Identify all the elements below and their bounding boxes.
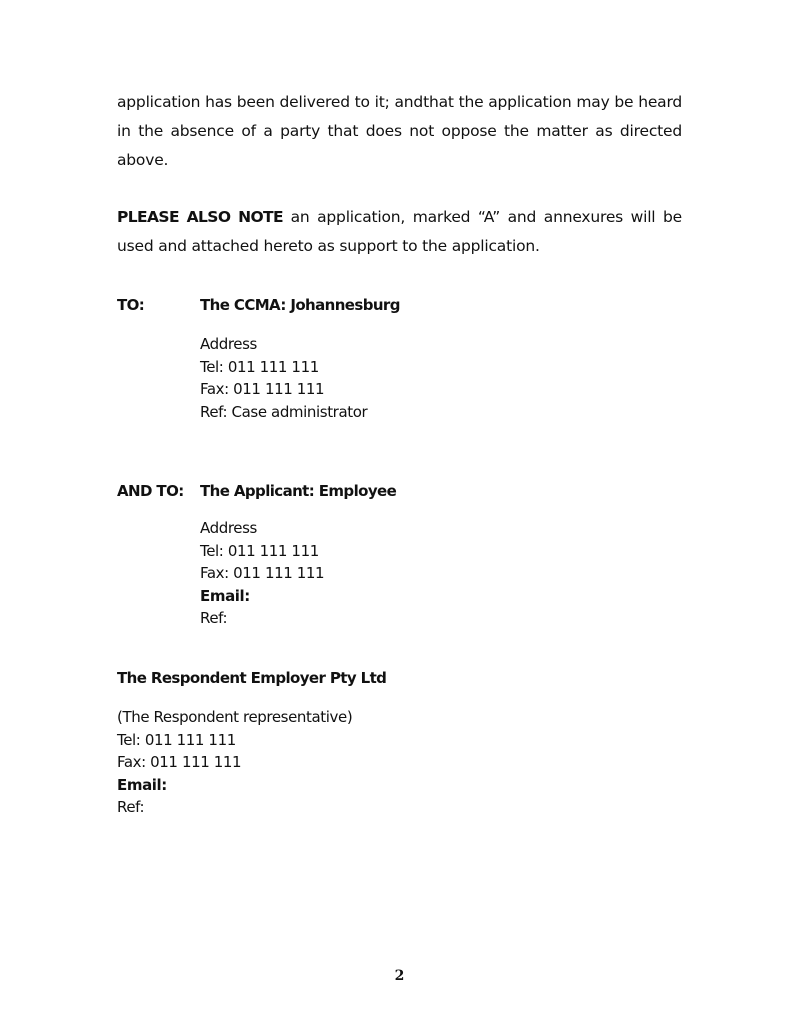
note-text: an application, marked “A” and annexures will be used and attached hereto as support to the application. xyxy=(117,208,682,255)
to-fax: Fax: 011 111 111 xyxy=(200,380,325,398)
respondent-ref: Ref: xyxy=(117,798,145,816)
and-to-details xyxy=(200,517,324,630)
and-to-address: Address xyxy=(200,519,257,537)
respondent-details xyxy=(117,706,352,819)
page-number: 2 xyxy=(394,968,405,984)
respondent-representative: (The Respondent representative) xyxy=(117,708,353,726)
to-address: Address xyxy=(200,335,257,353)
respondent-tel: Tel: 011 111 111 xyxy=(117,730,236,749)
and-to-ref: Ref: xyxy=(200,609,228,627)
respondent-email: Email: xyxy=(117,775,167,794)
to-details xyxy=(200,333,367,423)
and-to-title: The Applicant: Employee xyxy=(200,482,397,500)
to-title: The CCMA: Johannesburg xyxy=(200,296,400,314)
to-ref: Ref: Case administrator xyxy=(200,402,368,421)
intro-paragraph: application has been delivered to it; andthat the application may be heard in the absence of a party that does not oppose the matter as directed above. xyxy=(117,93,682,169)
note-lead: PLEASE ALSO NOTE xyxy=(117,208,284,226)
and-to-email: Email: xyxy=(200,586,250,605)
to-label: TO: xyxy=(117,296,145,314)
note-paragraph xyxy=(117,203,682,261)
respondent-title: The Respondent Employer Pty Ltd xyxy=(117,669,387,687)
and-to-fax: Fax: 011 111 111 xyxy=(200,564,325,582)
and-to-label: AND TO: xyxy=(117,482,184,500)
respondent-fax: Fax: 011 111 111 xyxy=(117,753,242,771)
to-tel: Tel: 011 111 111 xyxy=(200,357,319,376)
and-to-tel: Tel: 011 111 111 xyxy=(200,541,319,560)
